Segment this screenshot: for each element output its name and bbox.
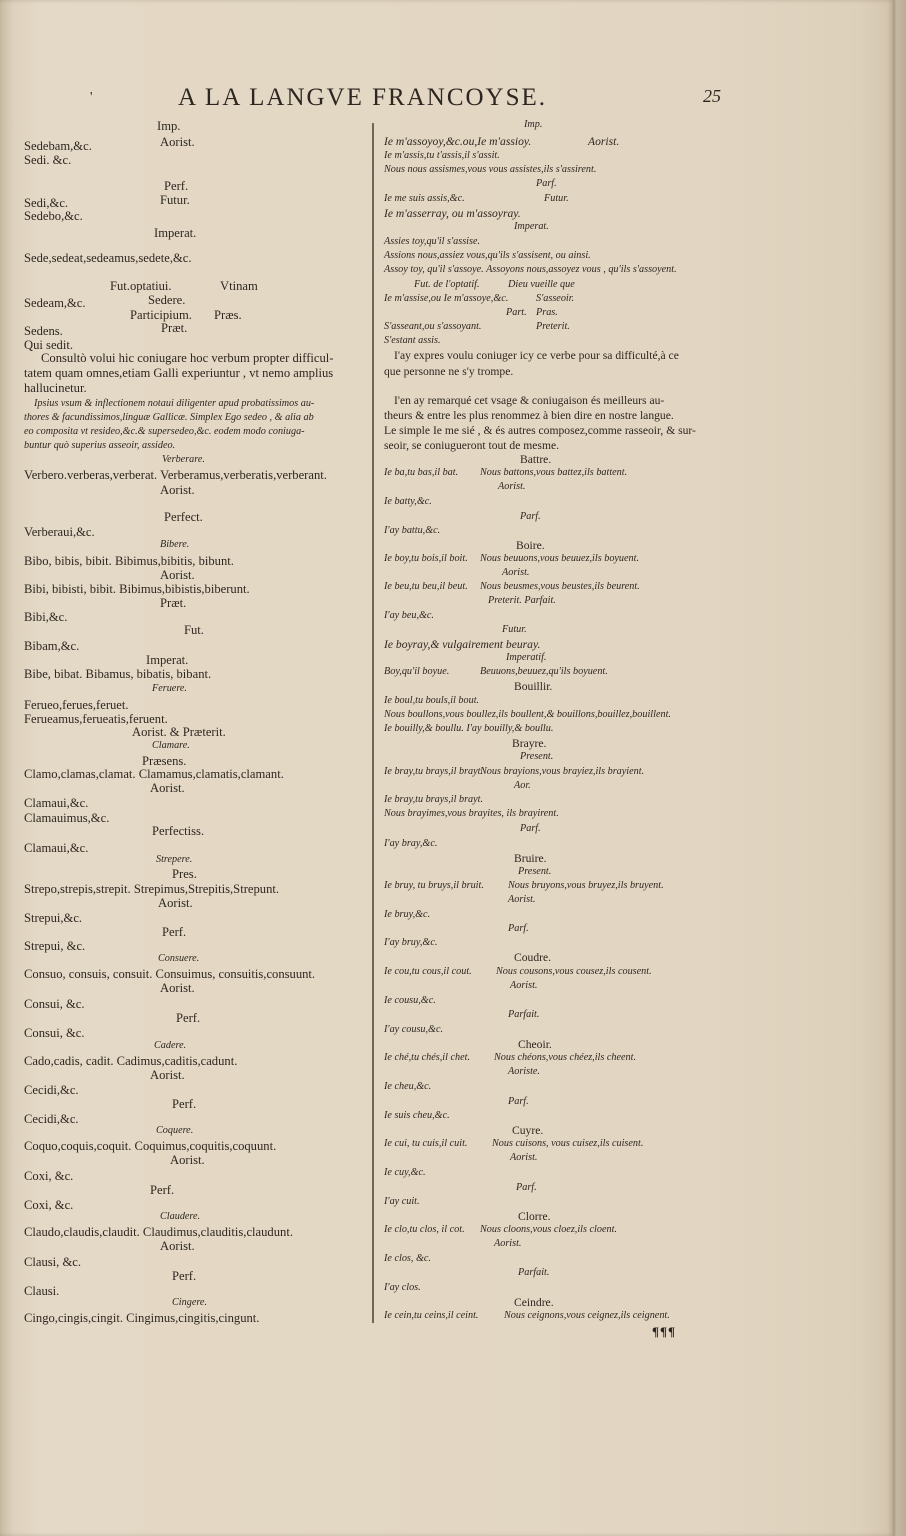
text-line: Præt. (161, 321, 188, 335)
text-line: Parf. (536, 178, 557, 189)
text-line: Nous chéons,vous chéez,ils cheent. (494, 1052, 637, 1063)
text-line: Aorist. (158, 896, 193, 910)
text-line: Ie clo,tu clos, il cot. (384, 1224, 465, 1235)
text-line: Imp. (524, 119, 543, 130)
text-line: Ie beu,tu beu,il beut. (384, 581, 468, 592)
text-line: Nous cloons,vous cloez,ils cloent. (480, 1224, 617, 1235)
text-line: Ferueo,ferues,feruet. (24, 698, 129, 712)
text-line: Nous cuisons, vous cuisez,ils cuisent. (492, 1138, 644, 1149)
text-line: Strepui,&c. (24, 911, 83, 925)
text-line: Perf. (176, 1011, 201, 1025)
text-line: Parf. (516, 1182, 537, 1193)
text-line: Consuere. (158, 953, 200, 964)
text-line: Aorist. (160, 135, 195, 149)
text-line: Ie suis cheu,&c. (384, 1110, 450, 1121)
text-line: Pres. (172, 867, 197, 881)
text-line: eo composita vt resideo,&c.& supersedeo,&c. eodem modo coniuga- (24, 426, 305, 437)
text-line: Cingere. (172, 1297, 207, 1308)
text-line: Sedebo,&c. (24, 209, 83, 223)
text-line: Parf. (520, 823, 541, 834)
text-line: Coquere. (156, 1125, 194, 1136)
text-line: Præsens. (142, 754, 187, 768)
text-line: Strepo,strepis,strepit. Strepimus,Strepitis,Strepunt. (24, 882, 280, 896)
text-line: Ie bruy,&c. (384, 909, 431, 920)
text-line: Perf. (162, 925, 187, 939)
text-line: Ie bouilly,& boullu. I'ay bouilly,& boullu. (384, 723, 554, 734)
text-line: Perf. (150, 1183, 175, 1197)
text-line: thores & facundissimos,linguæ Gallicæ. Simplex Ego sedeo , & alia ab (24, 412, 314, 423)
text-line: I'ay bruy,&c. (384, 937, 438, 948)
text-line: theurs & entre les plus renommez à bien dire en nostre langue. (384, 409, 674, 422)
text-line: Parfait. (508, 1009, 540, 1020)
text-line: Ie cou,tu cous,il cout. (384, 966, 472, 977)
text-line: Ie cuy,&c. (384, 1167, 426, 1178)
text-line: S'estant assis. (384, 335, 441, 346)
text-line: Bibi,&c. (24, 610, 68, 624)
column-rule (372, 123, 374, 1323)
text-line: Ie ba,tu bas,il bat. (384, 467, 459, 478)
text-line: Beuuons,beuuez,qu'ils boyuent. (480, 666, 608, 677)
text-line: Cecidi,&c. (24, 1112, 79, 1126)
text-line: Imperat. (146, 653, 189, 667)
text-line: Vtinam (220, 279, 258, 293)
text-line: Futur. (502, 624, 527, 635)
text-line: Assies toy,qu'il s'assise. (384, 236, 481, 247)
text-line: Verberaui,&c. (24, 525, 95, 539)
text-line: S'asseoir. (536, 293, 575, 304)
text-line: Cadere. (154, 1040, 187, 1051)
text-line: Aorist. (160, 1239, 195, 1253)
text-line: Dieu vueille que (508, 279, 575, 290)
text-line: Bibi, bibisti, bibit. Bibimus,bibistis,biberunt. (24, 582, 250, 596)
text-line: Assoy toy, qu'il s'assoye. Assoyons nous,assoyez vous , qu'ils s'assoyent. (384, 264, 677, 275)
text-line: Aorist. (150, 781, 185, 795)
text-line: Ferueamus,ferueatis,feruent. (24, 712, 168, 726)
text-line: Clausi, &c. (24, 1255, 82, 1269)
text-line: Fut.optatiui. (110, 279, 172, 293)
text-line: Verbero.verberas,verberat. Verberamus,verberatis,verberant. (24, 468, 327, 482)
text-line: Aorist. (510, 980, 538, 991)
text-line: Perf. (172, 1269, 197, 1283)
text-line: Boire. (516, 539, 545, 552)
text-line: S'asseant,ou s'assoyant. (384, 321, 482, 332)
text-line: Parf. (508, 1096, 529, 1107)
text-line: Fut. (184, 623, 204, 637)
text-line: Preterit. (536, 321, 570, 332)
text-line: Perfect. (164, 510, 203, 524)
text-line: Aorist. (170, 1153, 205, 1167)
text-line: Parf. (508, 923, 529, 934)
text-line: Ceindre. (514, 1296, 554, 1309)
text-line: Ie boyray,& vulgairement beuray. (384, 638, 541, 651)
text-line: Nous boullons,vous boullez,ils boullent,& bouillons,bouillez,bouillent. (384, 709, 671, 720)
text-line: Nous battons,vous battez,ils battent. (480, 467, 628, 478)
text-line: Aorist. (160, 568, 195, 582)
text-line: Perf. (172, 1097, 197, 1111)
text-line: Participium. (130, 308, 192, 322)
text-line: Nous bruyons,vous bruyez,ils bruyent. (508, 880, 664, 891)
text-line: Ie m'assoyoy,&c.ou,Ie m'assioy. (384, 135, 532, 148)
text-line: Preterit. Parfait. (488, 595, 556, 606)
text-line: Ie bray,tu brays,il brayt. (384, 766, 484, 777)
text-line: Ie m'asserray, ou m'assoyray. (384, 207, 521, 220)
text-line: Consultò volui hic coniugare hoc verbum propter difficul- (41, 351, 334, 365)
text-line: Bruire. (514, 852, 547, 865)
text-line: Futur. (160, 193, 190, 207)
text-line: Parfait. (518, 1267, 550, 1278)
text-line: Coquo,coquis,coquit. Coquimus,coquitis,coquunt. (24, 1139, 277, 1153)
text-line: Le simple Ie me sié , & és autres composez,comme rasseoir, & sur- (384, 424, 696, 437)
catchword: ¶¶¶ (652, 1324, 677, 1339)
text-line: Aoriste. (508, 1066, 540, 1077)
text-line: Clamo,clamas,clamat. Clamamus,clamatis,clamant. (24, 767, 284, 781)
text-line: Nous beusmes,vous beustes,ils beurent. (480, 581, 640, 592)
text-line: Ie boy,tu bois,il boit. (384, 553, 468, 564)
text-line: Sedi,&c. (24, 196, 69, 210)
text-line: Bibam,&c. (24, 639, 80, 653)
text-line: Cado,cadis, cadit. Cadimus,caditis,cadunt. (24, 1054, 238, 1068)
text-line: Aor. (514, 780, 531, 791)
text-line: Fut. de l'optatif. (414, 279, 480, 290)
text-line: Nous nous assismes,vous vous assistes,ils s'assirent. (384, 164, 597, 175)
text-line: Ie bruy, tu bruys,il bruit. (384, 880, 484, 891)
text-line: Aorist. (160, 981, 195, 995)
text-line: Ie cheu,&c. (384, 1081, 432, 1092)
text-line: Sede,sedeat,sedeamus,sedete,&c. (24, 251, 192, 265)
text-line: Coxi, &c. (24, 1198, 74, 1212)
text-line: seoir, se coniugueront tout de mesme. (384, 439, 560, 452)
text-line: Clamaui,&c. (24, 841, 89, 855)
text-line: Ie m'assis,tu t'assis,il s'assit. (384, 150, 500, 161)
text-line: Sedebam,&c. (24, 139, 92, 153)
text-line: Consui, &c. (24, 1026, 85, 1040)
text-line: Perf. (164, 179, 189, 193)
text-line: Sedi. &c. (24, 153, 72, 167)
text-line: Aorist. (502, 567, 530, 578)
running-title: A LA LANGVE FRANCOYSE. (178, 84, 548, 111)
text-line: I'ay clos. (384, 1282, 421, 1293)
text-line: Ie clos, &c. (384, 1253, 431, 1264)
text-line: Imperat. (514, 221, 549, 232)
text-line: Clamaui,&c. (24, 796, 89, 810)
text-line: Part. (506, 307, 527, 318)
text-line: Imperatif. (506, 652, 547, 663)
page-edge (893, 0, 906, 1536)
text-line: I'en ay remarqué cet vsage & coniugaison és meilleurs au- (394, 394, 665, 407)
text-line: Claudo,claudis,claudit. Claudimus,clauditis,claudunt. (24, 1225, 293, 1239)
text-line: tatem quam omnes,etiam Galli experiuntur , vt nemo amplius (24, 366, 334, 380)
text-line: Aorist. (160, 483, 195, 497)
text-line: Præs. (214, 308, 242, 322)
text-line: Consuo, consuis, consuit. Consuimus, consuitis,consuunt. (24, 967, 316, 981)
text-line: Brayre. (512, 737, 547, 750)
text-line: Præt. (160, 596, 187, 610)
text-line: Ie cui, tu cuis,il cuit. (384, 1138, 468, 1149)
text-line: Aorist. (498, 481, 526, 492)
text-line: Nous ceignons,vous ceignez,ils ceignent. (504, 1310, 670, 1321)
text-line: Coxi, &c. (24, 1169, 74, 1183)
text-line: Pras. (536, 307, 558, 318)
text-line: I'ay beu,&c. (384, 610, 434, 621)
text-line: Nous brayimes,vous brayites, ils brayirent. (384, 808, 559, 819)
text-line: que personne ne s'y trompe. (384, 365, 514, 378)
text-line: Battre. (520, 453, 552, 466)
text-line: Present. (518, 866, 552, 877)
text-line: Cheoir. (518, 1038, 552, 1051)
text-line: Ie cein,tu ceins,il ceint. (384, 1310, 479, 1321)
text-line: Ie m'assise,ou Ie m'assoye,&c. (384, 293, 509, 304)
text-line: Bibere. (160, 539, 190, 550)
text-line: Feruere. (152, 683, 187, 694)
text-line: Ie cousu,&c. (384, 995, 436, 1006)
text-line: Assions nous,assiez vous,qu'ils s'assisent, ou ainsi. (384, 250, 591, 261)
text-line: Nous brayions,vous brayiez,ils brayient. (480, 766, 645, 777)
text-line: Bouillir. (514, 680, 553, 693)
text-line: I'ay cuit. (384, 1196, 420, 1207)
text-line: Ie bray,tu brays,il brayt. (384, 794, 484, 805)
text-line: Coudre. (514, 951, 552, 964)
text-line: Parf. (520, 511, 541, 522)
text-line: Nous cousons,vous cousez,ils cousent. (496, 966, 652, 977)
text-line: Claudere. (160, 1211, 201, 1222)
text-line: Aorist. (494, 1238, 522, 1249)
text-line: Clamare. (152, 740, 190, 751)
text-line: Nous beuuons,vous beuuez,ils boyuent. (480, 553, 640, 564)
text-line: I'ay battu,&c. (384, 525, 441, 536)
text-line: Aorist. (150, 1068, 185, 1082)
text-line: Boy,qu'il boyue. (384, 666, 450, 677)
text-line: Present. (520, 751, 554, 762)
text-line: Aorist. (508, 894, 536, 905)
running-header (0, 84, 893, 114)
text-line: Cingo,cingis,cingit. Cingimus,cingitis,cingunt. (24, 1311, 260, 1325)
text-line: Clamauimus,&c. (24, 811, 110, 825)
text-line: Strepui, &c. (24, 939, 86, 953)
text-line: buntur quò superius asseoir, assideo. (24, 440, 176, 451)
text-line: Ie boul,tu bouls,il bout. (384, 695, 480, 706)
text-line: Sedere. (148, 293, 186, 307)
text-line: Ipsius vsum & inflectionem notaui diligenter apud probatissimos au- (34, 398, 315, 409)
text-line: Futur. (544, 193, 569, 204)
text-line: Aorist. & Præterit. (132, 725, 226, 739)
text-line: Clausi. (24, 1284, 60, 1298)
text-line: Aorist. (510, 1152, 538, 1163)
text-line: hallucinetur. (24, 381, 87, 395)
text-line: Cecidi,&c. (24, 1083, 79, 1097)
text-line: Ie batty,&c. (384, 496, 432, 507)
text-line: Ie me suis assis,&c. (384, 193, 465, 204)
folio-number: 25 (703, 86, 721, 106)
text-line: Strepere. (156, 854, 193, 865)
text-line: I'ay expres voulu coniuger icy ce verbe pour sa difficulté,à ce (394, 349, 679, 362)
text-line: Clorre. (518, 1210, 551, 1223)
text-line: I'ay bray,&c. (384, 838, 438, 849)
text-line: Imperat. (154, 226, 197, 240)
header-mark: ' (90, 90, 93, 105)
text-line: Bibo, bibis, bibit. Bibimus,bibitis, bibunt. (24, 554, 234, 568)
text-line: Qui sedit. (24, 338, 73, 352)
text-line: Cuyre. (512, 1124, 544, 1137)
text-line: Sedeam,&c. (24, 296, 86, 310)
text-line: Ie ché,tu chés,il chet. (384, 1052, 470, 1063)
text-line: Verberare. (162, 454, 205, 465)
text-line: Aorist. (588, 135, 620, 148)
text-line: Imp. (157, 119, 181, 133)
text-line: Perfectiss. (152, 824, 205, 838)
text-line: Sedens. (24, 324, 63, 338)
text-line: Consui, &c. (24, 997, 85, 1011)
text-line: Bibe, bibat. Bibamus, bibatis, bibant. (24, 667, 212, 681)
text-line: I'ay cousu,&c. (384, 1024, 444, 1035)
